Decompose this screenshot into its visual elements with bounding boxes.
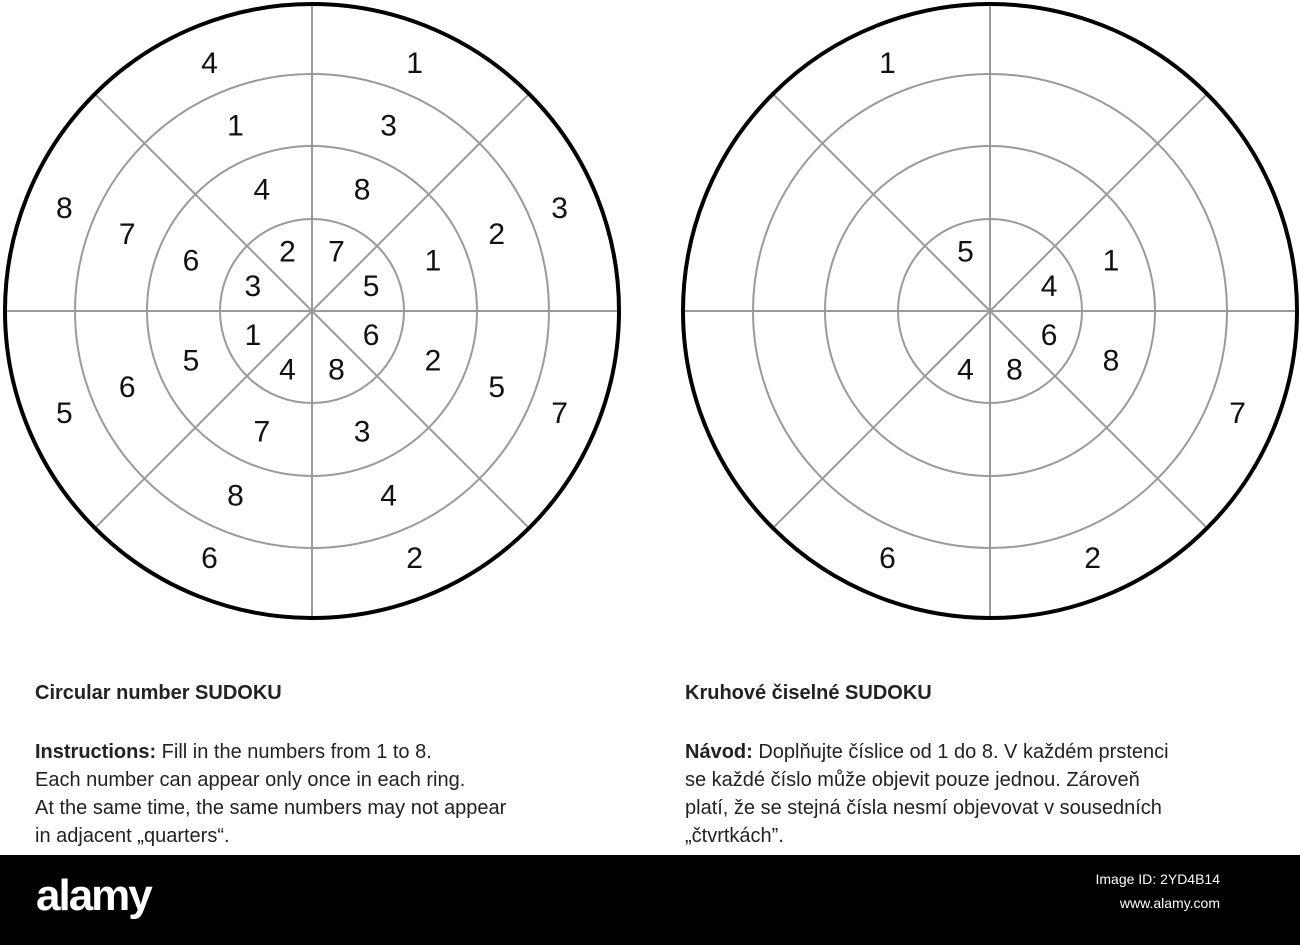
cell-number: 6 [118,371,136,405]
cell-number: 1 [227,109,244,143]
czech-instructions [685,738,1285,850]
cell-number: 6 [1040,318,1058,352]
cell-number: 4 [1040,270,1058,304]
footer-url: www.alamy.com [1119,895,1220,911]
czech-title: Kruhové čiselné SUDOKU [685,682,932,704]
cell-number: 6 [362,318,380,352]
sector-divider [95,311,312,528]
sector-divider [773,311,990,528]
watermark-footer [0,855,1300,945]
sector-divider [773,94,990,311]
instructions-label: Instructions: [35,741,157,763]
instruction-line: „čtvrtkách”. [685,825,784,847]
cell-number: 1 [424,244,442,278]
cell-number: 8 [56,191,73,225]
cell-number: 5 [56,397,73,431]
sector-divider [990,311,1207,528]
cell-number: 6 [201,542,218,576]
image-id: Image ID: 2YD4B14 [1095,871,1220,887]
cell-number: 7 [328,235,345,269]
cell-number: 4 [279,353,296,387]
cell-number: 8 [227,479,244,513]
cell-number: 8 [1102,344,1120,378]
cell-number: 3 [244,270,262,304]
instruction-line: platí, že se stejná čísla nesmí objevovat v sousedních [685,797,1162,819]
cell-number: 4 [380,479,397,513]
sector-divider [990,94,1207,311]
czech-panel [685,682,1285,850]
cell-number: 1 [879,46,896,80]
cell-number: 1 [406,46,423,80]
blank-puzzle [683,4,1297,618]
cell-number: 2 [424,344,442,378]
cell-number: 4 [957,353,974,387]
cell-number: 6 [182,244,200,278]
cell-number: 2 [1084,542,1101,576]
solved-puzzle [5,4,619,618]
cell-number: 5 [488,371,506,405]
cell-number: 1 [244,318,262,352]
english-instructions [35,738,635,850]
instruction-line: Doplňujte číslice od 1 do 8. V každém prstenci [752,741,1169,763]
instruction-line: At the same time, the same numbers may not appear [35,797,507,819]
cell-number: 7 [118,217,136,251]
brand-logo: alamy [36,871,151,920]
cell-number: 2 [488,217,506,251]
cell-number: 5 [182,344,200,378]
sector-divider [312,311,529,528]
cell-number: 3 [380,109,397,143]
instruction-line: in adjacent „quarters“. [35,825,230,847]
instructions-label: Návod: [685,741,753,763]
cell-number: 8 [353,173,371,207]
cell-number: 8 [1006,353,1023,387]
cell-number: 7 [1229,397,1246,431]
cell-number: 8 [328,353,345,387]
instruction-line: Fill in the numbers from 1 to 8. [156,741,432,763]
cell-number: 5 [957,235,974,269]
sector-divider [95,94,312,311]
cell-number: 5 [362,270,380,304]
cell-number: 7 [253,415,271,449]
cell-number: 4 [201,46,218,80]
instruction-line: se každé číslo může objevit pouze jednou. Zároveň [685,769,1140,791]
cell-number: 3 [353,415,371,449]
english-panel [35,682,635,850]
cell-number: 2 [406,542,423,576]
english-title: Circular number SUDOKU [35,682,282,704]
cell-number: 2 [279,235,296,269]
sector-divider [312,94,529,311]
cell-number: 3 [551,191,568,225]
cell-number: 4 [253,173,271,207]
cell-number: 6 [879,542,896,576]
cell-number: 1 [1102,244,1120,278]
instruction-line: Each number can appear only once in each ring. [35,769,466,791]
cell-number: 7 [551,397,568,431]
